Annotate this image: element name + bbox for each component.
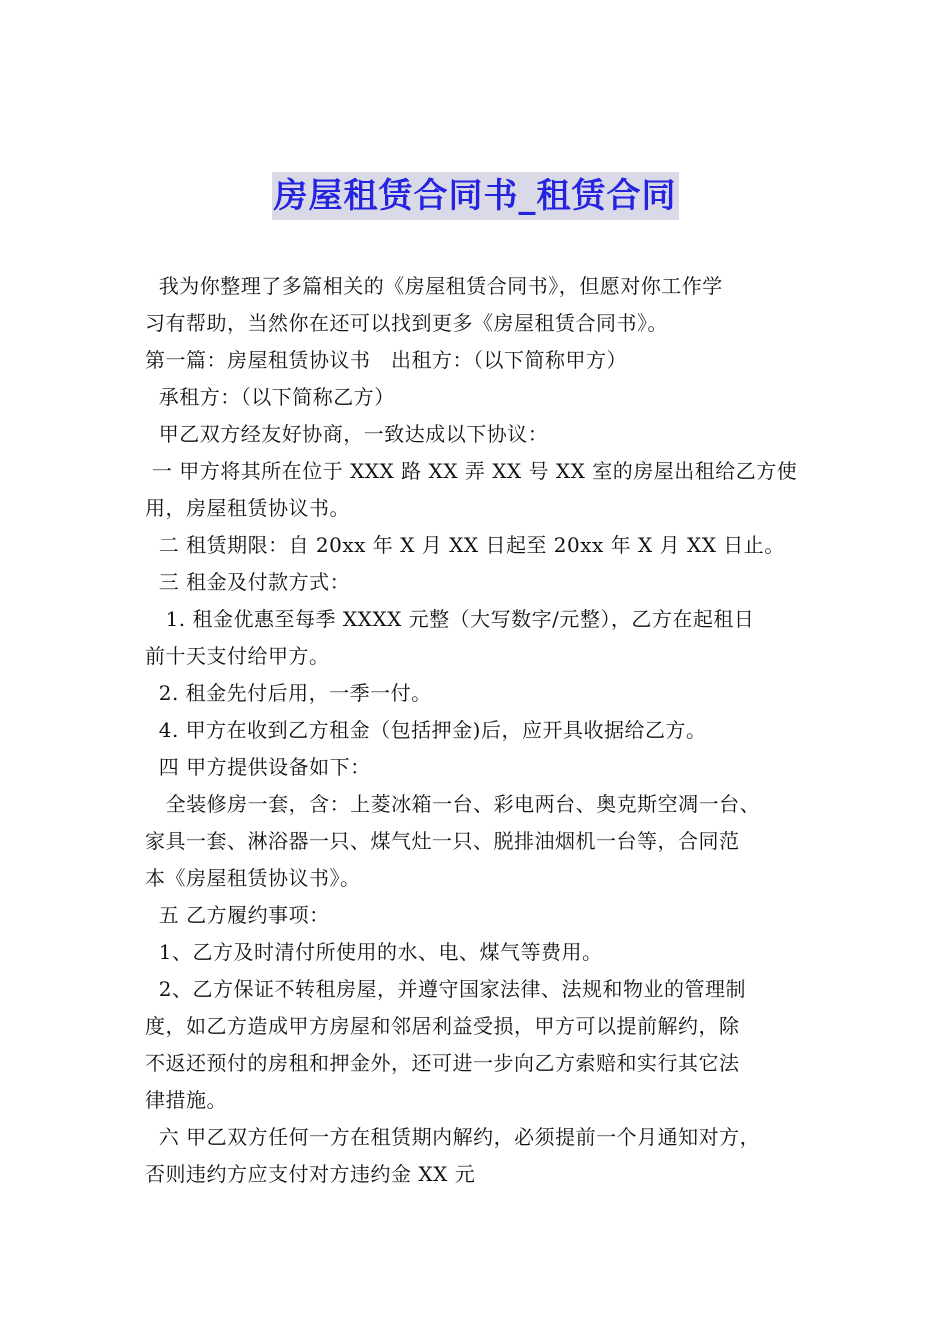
body-line: 三 租金及付款方式：	[145, 570, 351, 594]
title-container	[0, 172, 950, 220]
document-body	[145, 268, 810, 1193]
body-line: 2、乙方保证不转租房屋，并遵守国家法律、法规和物业的管理制	[145, 977, 746, 1001]
body-line: 家具一套、淋浴器一只、煤气灶一只、脱排油烟机一台等，合同范	[145, 829, 740, 853]
body-line: 第一篇：房屋租赁协议书 出租方：（以下简称甲方）	[145, 348, 627, 372]
body-line: 二 租赁期限：自 20xx 年 X 月 XX 日起至 20xx 年 X 月 XX 日止。	[145, 533, 785, 557]
body-line: 不返还预付的房租和押金外，还可进一步向乙方索赔和实行其它法	[145, 1051, 740, 1075]
body-line: 用，房屋租赁协议书。	[145, 496, 350, 520]
body-line: 律措施。	[145, 1088, 227, 1112]
body-line: 1、乙方及时清付所使用的水、电、煤气等费用。	[145, 940, 603, 964]
body-line: 前十天支付给甲方。	[145, 644, 330, 668]
body-line: 度，如乙方造成甲方房屋和邻居利益受损，甲方可以提前解约，除	[145, 1014, 740, 1038]
document-title: 房屋租赁合同书_租赁合同	[272, 172, 679, 220]
body-line: 承租方：（以下简称乙方）	[145, 385, 395, 409]
body-line: 四 甲方提供设备如下：	[145, 755, 371, 779]
body-line: 甲乙双方经友好协商，一致达成以下协议：	[145, 422, 549, 446]
body-line: 1. 租金优惠至每季 XXXX 元整（大写数字/元整），乙方在起租日	[145, 607, 755, 631]
body-line: 一 甲方将其所在位于 XXX 路 XX 弄 XX 号 XX 室的房屋出租给乙方使	[145, 459, 798, 483]
body-line: 2. 租金先付后用，一季一付。	[145, 681, 432, 705]
body-line: 否则违约方应支付对方违约金 XX 元	[145, 1162, 476, 1186]
body-line: 六 甲乙双方任何一方在租赁期内解约，必须提前一个月通知对方，	[145, 1125, 761, 1149]
body-line: 全装修房一套，含：上菱冰箱一台、彩电两台、奥克斯空凋一台、	[145, 792, 761, 816]
body-line: 4. 甲方在收到乙方租金（包括押金)后，应开具收据给乙方。	[145, 718, 707, 742]
body-line: 我为你整理了多篇相关的《房屋租赁合同书》，但愿对你工作学	[145, 274, 723, 298]
body-line: 本《房屋租赁协议书》。	[145, 866, 361, 890]
body-line: 五 乙方履约事项：	[145, 903, 330, 927]
body-line: 习有帮助，当然你在还可以找到更多《房屋租赁合同书》。	[145, 311, 668, 335]
